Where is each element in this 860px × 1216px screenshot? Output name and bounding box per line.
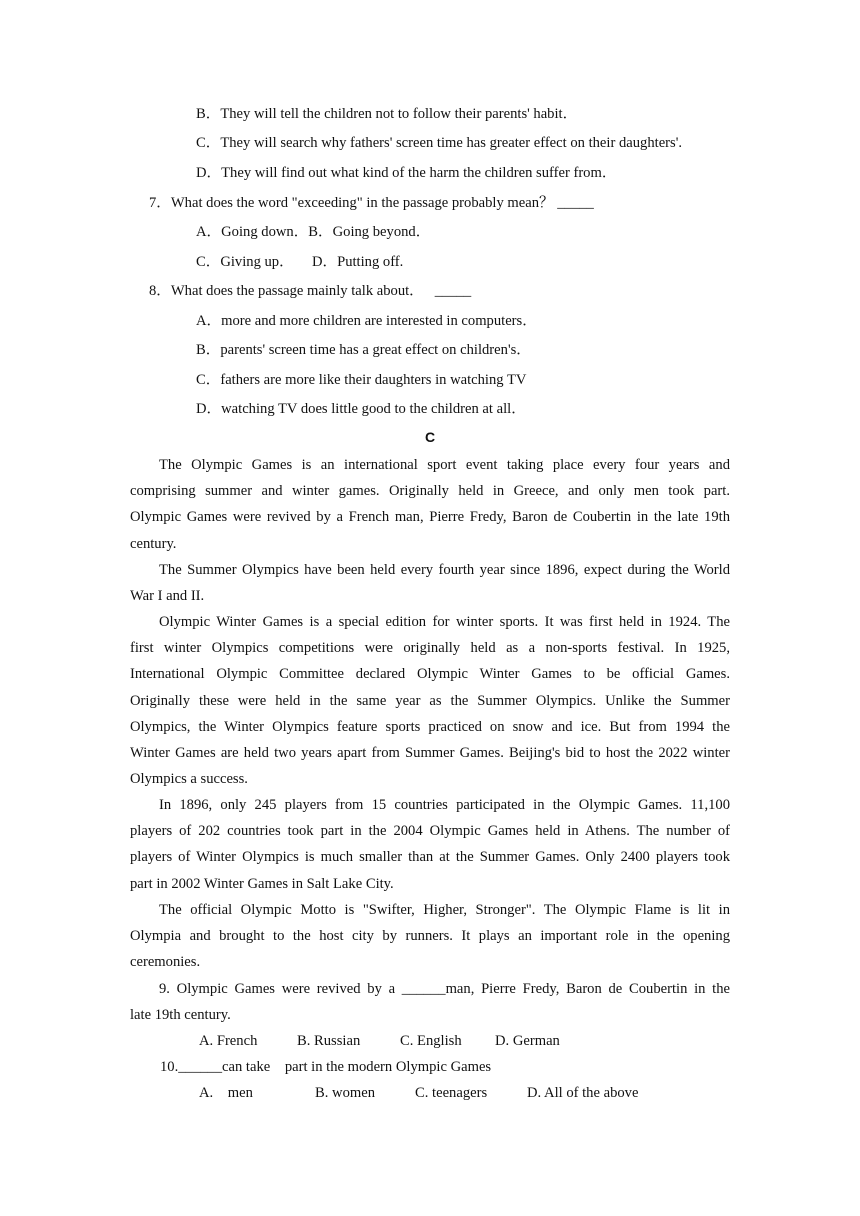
- paragraph-line: first winter Olympics competitions were originally held as a non-sports festival. In 1925,: [130, 640, 730, 657]
- option-c-prev: C．They will search why fathers' screen time has greater effect on their daughters'.: [196, 135, 682, 151]
- question-8-option-a: A．more and more children are interested in computers．: [196, 313, 537, 329]
- paragraph-line: War I and II.: [130, 588, 205, 605]
- paragraph-2: [130, 557, 730, 609]
- question-7-options-cd: C．Giving up． D．Putting off.: [196, 254, 404, 270]
- paragraph-line: The Olympic Games is an international sport event taking place every four years and: [159, 457, 730, 473]
- paragraph-5: [130, 897, 730, 976]
- paragraph-1: [130, 452, 730, 557]
- paragraph-line: In 1896, only 245 players from 15 countries participated in the Olympic Games. 11,100: [159, 797, 730, 813]
- question-9-option-d: D. German: [495, 1033, 560, 1049]
- paragraph-line: Olympic Winter Games is a special edition for winter sports. It was first held in 1924. The: [159, 614, 730, 630]
- question-9-stem-line-1: 9. Olympic Games were revived by a ______man, Pierre Fredy, Baron de Coubertin in the: [159, 981, 730, 997]
- section-c-heading: C: [424, 429, 436, 445]
- question-10-option-b: B. women: [315, 1085, 375, 1101]
- paragraph-line: part in 2002 Winter Games in Salt Lake City.: [130, 875, 394, 892]
- question-9-option-b: B. Russian: [297, 1033, 361, 1049]
- paragraph-line: players of 202 countries took part in the 2004 Olympic Games held in Athens. The number of: [130, 823, 730, 840]
- option-b-prev: B．They will tell the children not to follow their parents' habit．: [196, 106, 578, 122]
- question-10-option-c: C. teenagers: [415, 1085, 488, 1101]
- question-8-stem: 8．What does the passage mainly talk about． _____: [149, 283, 472, 299]
- question-9-option-c: C. English: [400, 1033, 462, 1049]
- paragraph-line: comprising summer and winter games. Originally held in Greece, and only men took part.: [130, 483, 730, 500]
- question-9-stem-line-2: late 19th century.: [130, 1007, 231, 1024]
- question-9-option-a: A. French: [199, 1033, 258, 1049]
- paragraph-line: ceremonies.: [130, 954, 201, 971]
- question-7-options-ab: A．Going down．B．Going beyond．: [196, 224, 431, 240]
- question-9-stem: [130, 976, 730, 1028]
- paragraph-3: [130, 609, 730, 792]
- question-7-stem: 7．What does the word "exceeding" in the passage probably mean？ _____: [149, 195, 594, 211]
- paragraph-line: Winter Games are held two years apart from Summer Games. Beijing's bid to host the 2022 winter: [130, 745, 730, 762]
- paragraph-line: century.: [130, 535, 177, 552]
- paragraph-line: Originally these were held in the same year as the Summer Olympics. Unlike the Summer: [130, 692, 730, 709]
- question-10-option-a: A. men: [199, 1085, 253, 1101]
- option-d-prev: D．They will find out what kind of the harm the children suffer from．: [196, 165, 617, 181]
- paragraph-line: International Olympic Committee declared Olympic Winter Games to be official Games.: [130, 666, 730, 683]
- paragraph-line: Olympics a success.: [130, 771, 248, 788]
- paragraph-line: players of Winter Olympics is much smaller than at the Summer Games. Only 2400 players took: [130, 849, 730, 866]
- paragraph-line: Olympic Games were revived by a French man, Pierre Fredy, Baron de Coubertin in the late 19th: [130, 509, 730, 526]
- question-10-option-d: D. All of the above: [527, 1085, 639, 1101]
- paragraph-line: The official Olympic Motto is "Swifter, Higher, Stronger". The Olympic Flame is lit in: [159, 902, 730, 918]
- question-8-option-c: C．fathers are more like their daughters in watching TV: [196, 372, 527, 388]
- question-10-stem: 10.______can take part in the modern Olympic Games: [160, 1059, 492, 1075]
- paragraph-line: Olympics, the Winter Olympics feature sports practiced on snow and ice. But from 1994 the: [130, 718, 730, 735]
- paragraph-4: [130, 792, 730, 897]
- paragraph-line: Olympia and brought to the host city by runners. It plays an important role in the opening: [130, 928, 730, 945]
- paragraph-line: The Summer Olympics have been held every fourth year since 1896, expect during the World: [159, 562, 730, 578]
- question-8-option-b: B．parents' screen time has a great effect on children's．: [196, 342, 531, 358]
- question-8-option-d: D．watching TV does little good to the children at all．: [196, 401, 526, 417]
